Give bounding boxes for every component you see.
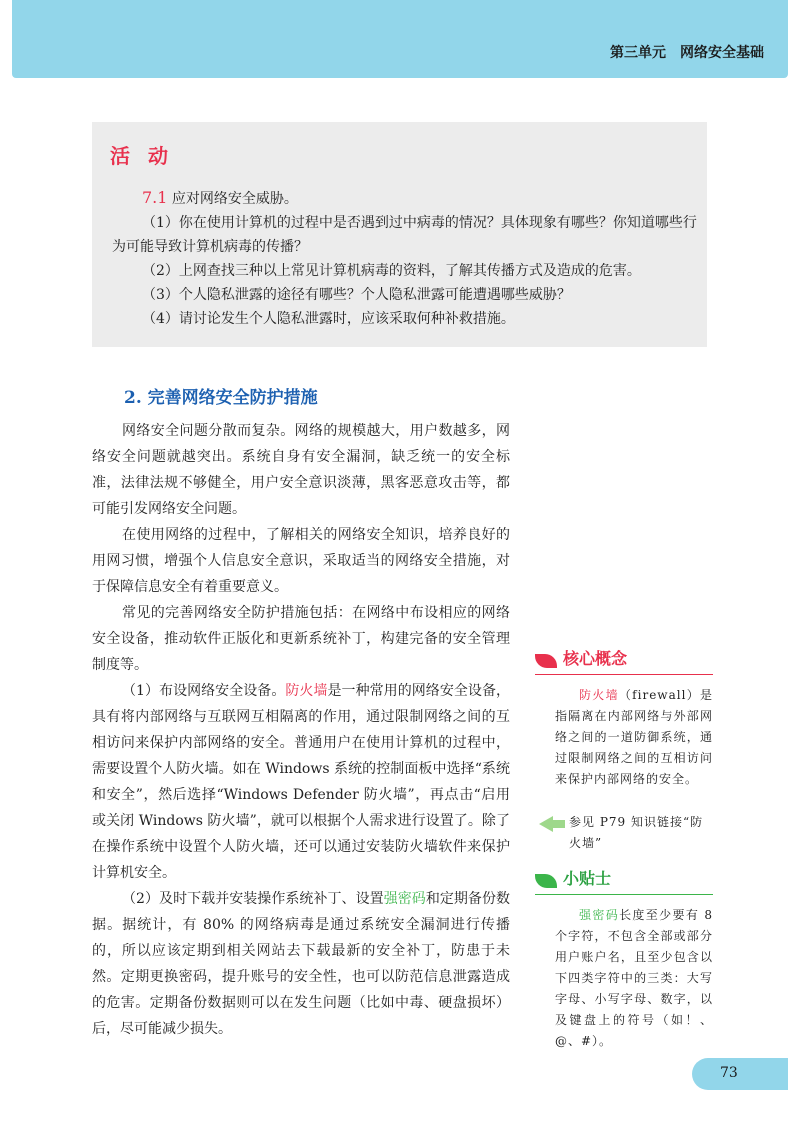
main-text [92,418,510,1042]
header-bar [12,0,788,78]
paragraph-1: 网络安全问题分散而复杂。网络的规模越大，用户数越多，网络安全问题就越突出。系统自身有安全漏洞，缺乏统一的安全标准，法律法规不够健全，用户安全意识淡薄，黑客恶意攻击等，都可能引发网络安全问题。 [92,423,510,517]
activity-title: 活动 [110,144,186,168]
activity-item-3: （3）个人隐私泄露的途径有哪些？个人隐私泄露可能遭遇哪些威胁？ [142,287,571,303]
reference-text: 参见 P79 知识链接“防火墙” [569,815,704,850]
activity-item-4: （4）请讨论发生个人隐私泄露时，应该采取何种补救措施。 [142,311,515,327]
paragraph-4: （1）布设网络安全设备。防火墙是一种常用的网络安全设备，具有将内部网络与互联网互相隔离的作用，通过限制网络之间的互相访问来保护内部网络的安全。普通用户在使用计算机的过程中，需要设置个人防火墙。如在 Windows 系统的控制面板中选择“系统和安全”，然后选择“Windows Defender 防火墙”，再点击“启用或关闭 Windows 防火墙”，就可以根据个人需求进行设置了。除了在操作系统中设置个人防火墙，还可以通过安装防火墙软件来保护计算机安全。 [92,683,510,881]
arrow-tail [551,820,565,828]
paragraph-3: 常见的完善网络安全防护措施包括：在网络中布设相应的网络安全设备，推动软件正版化和更新系统补丁，构建完备的安全管理制度等。 [92,605,510,673]
section-heading: 2. 完善网络安全防护措施 [124,388,318,408]
tip-title: 小贴士 [563,869,612,888]
term-firewall: 防火墙 [285,683,328,699]
paragraph-2: 在使用网络的过程中，了解相关的网络安全知识，培养良好的用网习惯，增强个人信息安全意识，采取适当的网络安全措施，对于保障信息安全有着重要意义。 [92,527,510,595]
activity-body [112,186,697,331]
activity-lead: 7.1 应对网络安全威胁。 [142,188,298,207]
page-number: 73 [720,1065,738,1081]
activity-item-2: （2）上网查找三种以上常见计算机病毒的资料，了解其传播方式及造成的危害。 [142,263,641,279]
activity-box [92,122,707,347]
sidebar [535,648,713,1052]
core-concept-text: 防火墙（firewall）是指隔离在内部网络与外部网络之间的一道防御系统，通过限制网络之间的互相访问来保护内部网络的安全。 [555,688,713,786]
tip-block [535,868,713,1052]
core-concept-title: 核心概念 [563,649,628,668]
leaf-icon [535,874,557,888]
activity-item-1: （1）你在使用计算机的过程中是否遇到过中病毒的情况？具体现象有哪些？你知道哪些行为可能导致计算机病毒的传播？ [112,215,697,255]
reference-note [535,812,713,862]
core-concept-header [535,648,713,675]
unit-title: 第三单元 网络安全基础 [610,45,764,61]
tip-text: 强密码长度至少要有 8 个字符，不包含全部或部分用户账户名，且至少包含以下四类字符中的三类：大写字母、小写字母、数字，以及键盘上的符号（如！、@、#）。 [555,908,713,1048]
activity-number: 7.1 [142,188,168,207]
page-badge [692,1058,788,1090]
tip-header [535,868,713,895]
term-strong-password: 强密码 [383,891,426,907]
paragraph-5: （2）及时下载并安装操作系统补丁、设置强密码和定期备份数据。据统计，有 80% 的网络病毒是通过系统安全漏洞进行传播的，所以应该定期到相关网站去下载最新的安全补丁，防患于未然。定期更换密码，提升账号的安全性，也可以防范信息泄露造成的危害。定期备份数据则可以在发生问题（比如中毒、硬盘损坏）后，尽可能减少损失。 [92,891,511,1037]
leaf-icon [535,654,557,668]
